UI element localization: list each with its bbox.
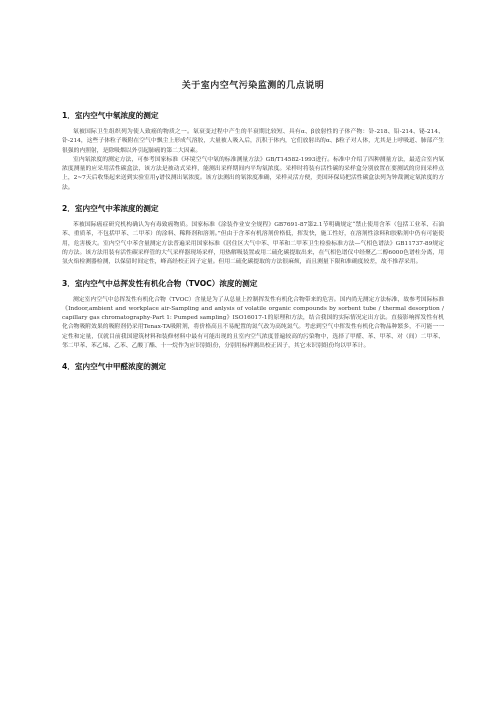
- paragraph: 氡被国际卫生组织列为使人致癌的物质之一。氡衰变过程中产生的半衰期比较短、具有α、β放射性的子体产物：钋-218、铅-214、铋-214、钋-214，这些子体粒子吸附在空气中飘尘上形成气溶胶，大量被人吸入后，沉积于体内，它们放射出的α、β粒子对人体，尤其是上呼吸道、肺部产生很强的内照射，是除吸烟以外引起肺癌的第二大因素。: [62, 129, 444, 154]
- section-heading: 3．室内空气中总挥发性有机化合物（TVOC）浓度的测定: [62, 278, 258, 288]
- section-formaldehyde: [62, 361, 444, 372]
- paragraph: 室内氡浓度的测定方法，可参考国家标准《环境空气中氡的标准测量方法》GB/T14582-1993进行。标准中介绍了四种测量方法，最适合室内氡浓度测量的应采用活性碳盒法，该方法是被动式采样，能测出采样期间内平均氡浓度。采样时将装有活性碳的采样盒分别放置在要测试的房间采样点上，2~7天后收集起来送到实验室用γ谱仪测出氡浓度。该方法测出的氡浓度准确，采样灵活方便，美国环保局把活性碳盒法列为钟裁测定氡浓度的方法。: [62, 156, 444, 191]
- document-title: 关于室内空气污染监测的几点说明: [181, 81, 325, 91]
- section-benzene: [62, 203, 444, 267]
- paragraph: 苯被国际癌症研究机构确认为有毒致癌物质。国家标准《涂装作业安全规程》GB7691-87第2.1节明确规定“禁止使用含苯（包括工业苯、石油苯、重质苯，不包括甲苯、二甲苯）的涂料、稀释剂和溶剂。”但由于含苯有机溶剂价格低，挥发快，施工性好，在溶剂性涂料和胶粘剂中仍有可能使用，危害极大。室内空气中苯含量测定方法普遍采用国家标准《居住区大气中苯、甲苯和二甲苯卫生检验标准方法—气相色谱法》GB11737-89规定的方法。该方法用装有活性碳采样管的大气采样器现场采样，用热解吸装置或用二硫化碳提取出来，在气相色谱仪中经聚乙二醇6000色谱柱分离，用氢火焰检测器检测，以保留时间定性，峰高经校正因子定量。但用二硫化碳提取的方法很麻烦，而且测量下限和准确度较差，故不推荐采用。: [62, 222, 444, 266]
- section-tvoc: [62, 278, 444, 352]
- section-heading: 4．室内空气中甲醛浓度的测定: [62, 362, 167, 372]
- section-radon: [62, 110, 444, 193]
- paragraph: 测定室内空气中总挥发性有机化合物（TVOC）含量是为了从总量上控制挥发性有机化合物带来的危害。国内尚无测定方法标准，故参考国际标准《Indoor,ambient and workplace air-Sampling and anlysis of volatile organic compounds by sorbent tube / thermal desorption / capillary gas chromatography-Part 1: Pumped sampling》ISO16017-1的原理和方法，结合我国的实际情况定出方法。直接影响挥发性有机化合物吸附效果的吸附剂仍采用Tenax-TA吸附剂，将价格高且不易配置的氮气改为高纯氮气。考虑到空气中挥发性有机化合物品种繁多，不可能一一定性和定量，仅就目前我国建筑材料和装修材料中最有可能出现的且室内空气浓度普遍较高的污染物中，选择了甲醛、苯、甲苯、对（间）二甲苯、邻二甲苯、苯乙烯、乙苯、乙酸丁酯、十一烷作为应识别组份，分别用标样测出校正因子，其它未识别组份均以甲苯计。: [62, 296, 444, 350]
- section-heading: 1．室内空气中氡浓度的测定: [62, 111, 159, 120]
- section-heading: 2．室内空气中苯浓度的测定: [62, 204, 159, 214]
